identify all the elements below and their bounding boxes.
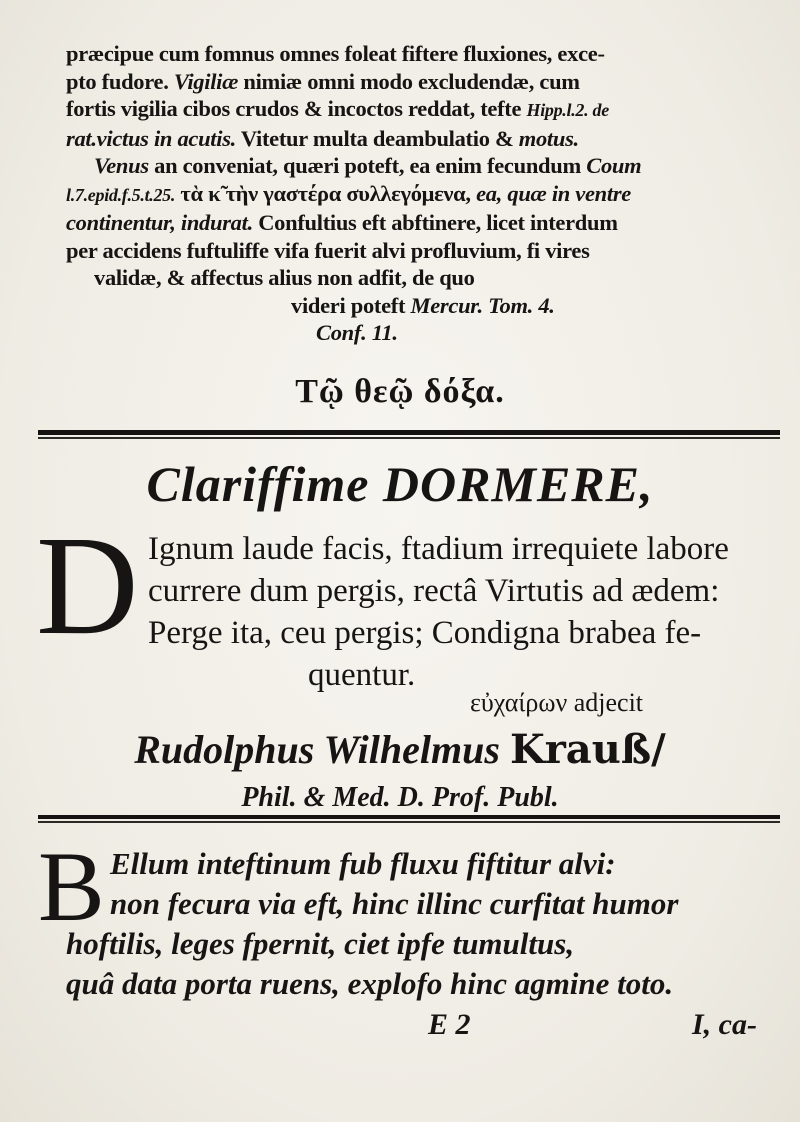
- author-title: Phil. & Med. D. Prof. Publ.: [241, 782, 559, 813]
- text-line: videri poteft Mercur. Tom. 4.: [291, 292, 555, 318]
- poem: [66, 844, 786, 1004]
- greek-dedication: Τῷ θεῷ δόξα.: [295, 373, 505, 410]
- adjecit-line: εὐχαίρων adjecit: [470, 688, 644, 717]
- author-surname: Krauß/: [509, 726, 666, 773]
- divider-rule: [38, 821, 780, 823]
- top-paragraph: [66, 40, 766, 347]
- text-line: validæ, & affectus alius non adfit, de quo: [94, 265, 475, 290]
- author-name: [0, 726, 800, 773]
- poem-line: quâ data porta ruens, explofo hinc agmine toto.: [66, 966, 674, 1001]
- text-line: Conf. 11.: [316, 320, 398, 345]
- text-line: per accidens fuftuliffe vifa fuerit alvi profluvium, fi vires: [66, 237, 590, 263]
- divider-rule: [38, 437, 780, 439]
- text-line: rat.victus in acutis. Vitetur multa deambulatio & motus.: [66, 125, 579, 151]
- signature-mark: E 2: [428, 1008, 471, 1041]
- divider-rule: [38, 430, 780, 435]
- text-line: currere dum pergis, rectâ Virtutis ad ædem:: [148, 573, 720, 609]
- poem-line: hoftilis, leges fpernit, ciet ipfe tumultus,: [66, 926, 575, 961]
- poem-line: Ellum inteftinum fub fluxu fiftitur alvi:: [110, 846, 616, 881]
- text-line: Perge ita, ceu pergis; Condigna brabea fe-: [148, 615, 702, 651]
- drop-cap: D: [36, 506, 139, 664]
- text-line: Ignum laude facis, ftadium irrequiete labore: [148, 531, 729, 567]
- text-line: præcipue cum fomnus omnes foleat fiftere fluxiones, exce-: [66, 41, 605, 66]
- heading: Clariffime DORMERE,: [146, 456, 654, 512]
- text-line: fortis vigilia cibos crudos & incoctos reddat, tefte Hipp.l.2. de: [66, 96, 609, 121]
- text-line: pto fudore. Vigiliæ nimiæ omni modo excludendæ, cum: [66, 68, 580, 94]
- divider-rule: [38, 815, 780, 819]
- text-line: continentur, indurat. Confultius eft abftinere, licet interdum: [66, 210, 618, 235]
- author-name-latin: Rudolphus Wilhelmus: [134, 727, 500, 772]
- second-paragraph: [148, 528, 768, 696]
- text-line: quentur.: [308, 657, 416, 693]
- poem-line: non fecura via eft, hinc illinc curfitat humor: [110, 886, 679, 921]
- text-line: l.7.epid.f.5.t.25. τὰ κ̃ τὴν γαστέρα συλλεγόμενα, ea, quæ in ventre: [66, 180, 631, 206]
- text-line: Venus an conveniat, quæri poteft, ea enim fecundum Coum: [94, 153, 642, 178]
- drop-cap: B: [38, 831, 105, 942]
- catchword: I, ca-: [692, 1008, 757, 1041]
